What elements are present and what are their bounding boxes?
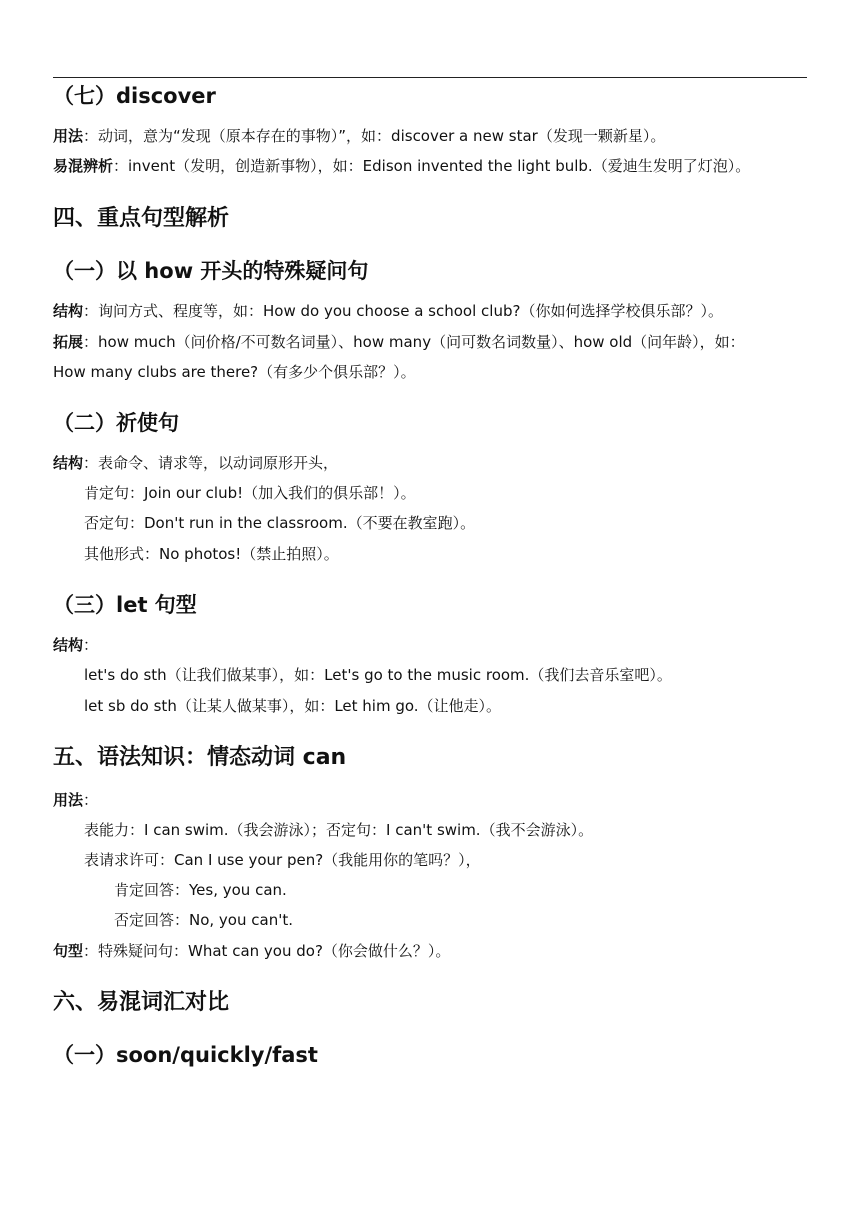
text-structure: ：: [83, 636, 99, 654]
line-can-ability: 表能力：I can swim.（我会游泳）；否定句：I can't swim.（我不会游泳）。: [84, 821, 594, 839]
heading-how-questions: （一）以 how 开头的特殊疑问句: [53, 259, 369, 283]
text-confuse: ：invent（发明，创造新事物），如：Edison invented the light bulb.（爱迪生发明了灯泡）。: [113, 157, 751, 175]
heading-soon-quickly-fast: （一）soon/quickly/fast: [53, 1043, 318, 1067]
line-can-yes: 肯定回答：Yes, you can.: [114, 881, 287, 899]
text-structure: ：询问方式、程度等，如：How do you choose a school club?（你如何选择学校俱乐部？）。: [83, 302, 723, 320]
line-let-sb-do: let sb do sth（让某人做某事），如：Let him go.（让他走）。: [84, 697, 502, 715]
label-usage: 用法: [53, 791, 84, 809]
heading-grammar-can: 五、语法知识：情态动词 can: [53, 745, 347, 770]
label-structure: 结构: [53, 636, 84, 654]
heading-discover: （七）discover: [53, 84, 216, 108]
label-confuse: 易混辨析: [53, 157, 114, 175]
top-rule: [53, 77, 807, 78]
paragraph-how-extension: [53, 332, 745, 352]
text-usage: ：: [83, 791, 99, 809]
paragraph-discover-confuse: [53, 156, 750, 176]
text-extension: ：how much（问价格/不可数名词量）、how many（问可数名词数量）、how old（问年龄），如：: [83, 333, 745, 351]
paragraph-how-structure: [53, 301, 723, 321]
paragraph-grammar-pattern: [53, 941, 450, 961]
paragraph-let-structure: [53, 635, 98, 655]
line-imperative-positive: 肯定句：Join our club!（加入我们的俱乐部！）。: [84, 484, 416, 502]
line-imperative-negative: 否定句：Don't run in the classroom.（不要在教室跑）。: [84, 514, 476, 532]
text-structure: ：表命令、请求等，以动词原形开头，: [83, 454, 339, 472]
label-extension: 拓展: [53, 333, 84, 351]
paragraph-imperative-structure: [53, 453, 338, 473]
heading-imperative: （二）祈使句: [53, 411, 179, 435]
heading-sentence-patterns: 四、重点句型解析: [53, 206, 230, 231]
paragraph-how-extension-cont: How many clubs are there?（有多少个俱乐部？）。: [53, 363, 416, 381]
label-structure: 结构: [53, 454, 84, 472]
line-lets-do: let's do sth（让我们做某事），如：Let's go to the music room.（我们去音乐室吧）。: [84, 666, 672, 684]
paragraph-grammar-usage: [53, 790, 98, 810]
line-can-request: 表请求许可：Can I use your pen?（我能用你的笔吗？），: [84, 851, 481, 869]
line-imperative-other: 其他形式：No photos!（禁止拍照）。: [84, 545, 339, 563]
line-can-no: 否定回答：No, you can't.: [114, 911, 293, 929]
heading-let-pattern: （三）let 句型: [53, 593, 197, 617]
label-usage: 用法: [53, 127, 84, 145]
label-pattern: 句型: [53, 942, 84, 960]
text-usage: ：动词，意为“发现（原本存在的事物）”，如：discover a new star（发现一颗新星）。: [83, 127, 666, 145]
text-pattern: ：特殊疑问句：What can you do?（你会做什么？）。: [83, 942, 451, 960]
paragraph-discover-usage: [53, 126, 665, 146]
heading-confusing-vocab: 六、易混词汇对比: [53, 990, 230, 1015]
label-structure: 结构: [53, 302, 84, 320]
